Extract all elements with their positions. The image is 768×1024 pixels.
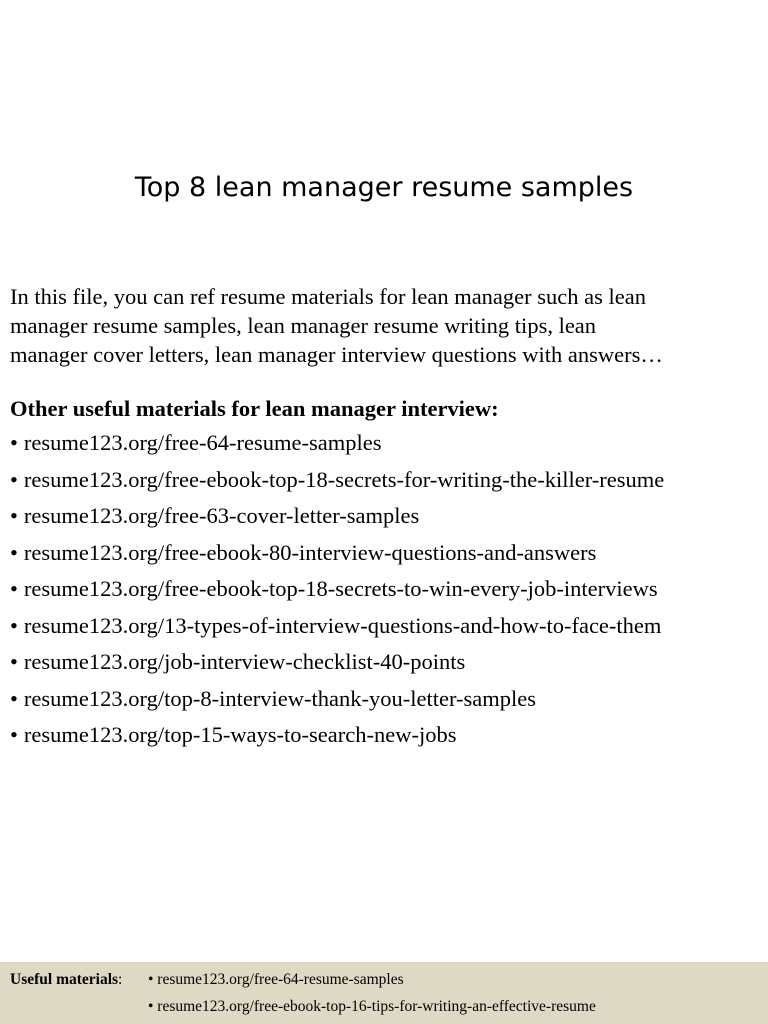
bullet-icon: • — [10, 649, 18, 674]
page-title: Top 8 lean manager resume samples — [134, 172, 634, 203]
bullet-icon: • — [10, 430, 18, 455]
bullet-icon: • — [10, 612, 18, 638]
list-item — [10, 538, 664, 575]
bullet-icon: • — [10, 503, 18, 528]
footer-bar — [0, 962, 768, 1024]
list-item — [10, 501, 664, 538]
intro-paragraph — [10, 282, 762, 369]
material-link[interactable]: resume123.org/free-64-resume-samples — [23, 430, 382, 455]
materials-link-list — [10, 428, 664, 757]
intro-line: In this file, you can ref resume materials for lean manager such as lean — [10, 284, 646, 309]
bullet-icon: • — [10, 722, 18, 747]
material-link[interactable]: resume123.org/job-interview-checklist-40-points — [23, 649, 466, 674]
bullet-icon: • — [10, 466, 18, 492]
list-item — [10, 611, 664, 648]
material-link[interactable]: resume123.org/free-ebook-80-interview-questions-and-answers — [23, 539, 597, 565]
list-item — [10, 647, 664, 684]
list-item — [10, 428, 664, 465]
intro-line: manager cover letters, lean manager interview questions with answers… — [10, 342, 663, 367]
intro-line: manager resume samples, lean manager resume writing tips, lean — [10, 313, 597, 338]
bullet-icon: • — [10, 685, 18, 711]
material-link[interactable]: resume123.org/top-15-ways-to-search-new-jobs — [23, 722, 457, 747]
list-item — [10, 720, 664, 757]
material-link[interactable]: resume123.org/13-types-of-interview-questions-and-how-to-face-them — [23, 612, 662, 638]
material-link[interactable]: resume123.org/free-ebook-top-18-secrets-for-writing-the-killer-resume — [23, 466, 665, 492]
footer-label — [10, 971, 122, 989]
bullet-icon: • — [10, 576, 18, 601]
material-link[interactable]: resume123.org/free-ebook-top-18-secrets-to-win-every-job-interviews — [23, 576, 658, 601]
footer-label-text: Useful materials — [10, 971, 119, 988]
bullet-icon: • — [10, 539, 18, 565]
list-item — [10, 684, 664, 721]
footer-label-colon: : — [118, 971, 123, 988]
footer-link[interactable]: • resume123.org/free-64-resume-samples — [148, 971, 404, 988]
list-item — [10, 574, 664, 611]
material-link[interactable]: resume123.org/top-8-interview-thank-you-letter-samples — [23, 685, 536, 711]
material-link[interactable]: resume123.org/free-63-cover-letter-samples — [23, 503, 420, 528]
list-item — [10, 465, 664, 502]
footer-link[interactable]: • resume123.org/free-ebook-top-16-tips-for-writing-an-effective-resume — [148, 998, 596, 1015]
materials-heading: Other useful materials for lean manager interview: — [10, 396, 499, 421]
